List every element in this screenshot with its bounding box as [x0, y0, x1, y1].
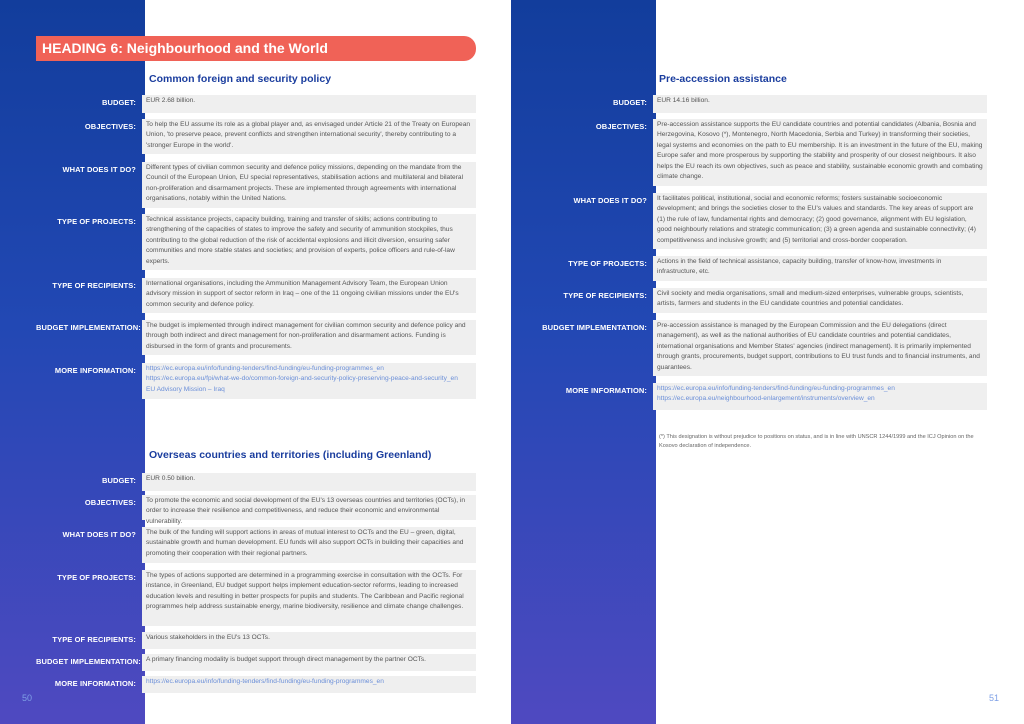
cfsp-projects-value: Technical assistance projects, capacity building, training and transfer of skills; actions contributing to strengthening of the capacities of states to improve the safety and security of ammunition stockpiles, thus contributing to the global reduction of the risk of accidental explosions and illicit diversion, ensuring safer communities and more stable states and societies; and provision of experts, police officers and rule-of-law experts. [142, 214, 476, 270]
section-title-octs: Overseas countries and territories (including Greenland) [149, 449, 432, 461]
octs-what-row [36, 527, 476, 563]
section-title-cfsp: Common foreign and security policy [149, 73, 332, 85]
objectives-label: OBJECTIVES: [84, 122, 136, 131]
pre-budget-row [541, 95, 987, 113]
pre-links [653, 383, 987, 410]
cfsp-what-value: Different types of civilian common security and defence policy missions, depending on the mandate from the Council of the European Union, EU special representatives, stabilisation actions and multilateral and bilateral non-proliferation and disarmament projects. These are implemented through agreements with international organisations, notably within the United Nations. [142, 162, 476, 208]
projects-label: TYPE OF PROJECTS: [57, 573, 136, 582]
implementation-label: BUDGET IMPLEMENTATION: [36, 323, 141, 332]
recipients-label: TYPE OF RECIPIENTS: [52, 635, 136, 644]
pre-recipients-value: Civil society and media organisations, small and medium-sized enterprises, vulnerable groups, scientists, artists, farmers and students in the EU candidate countries and potential candidates. [653, 288, 987, 313]
budget-label: BUDGET: [101, 98, 136, 107]
octs-links [142, 676, 476, 693]
budget-label: BUDGET: [612, 98, 647, 107]
pre-budget-value: EUR 14.16 billion. [653, 95, 987, 113]
octs-objectives-value: To promote the economic and social development of the EU's 13 overseas countries and territories (OCTs), in order to increase their resilience and competitiveness, and reduce their economic and environmental vulnerability. [142, 495, 476, 520]
cfsp-budget-row [36, 95, 476, 113]
cfsp-more-row [36, 363, 476, 399]
octs-recipients-value: Various stakeholders in the EU's 13 OCTs. [142, 632, 476, 649]
what-label: WHAT DOES IT DO? [62, 530, 136, 539]
section-title-preaccession: Pre-accession assistance [659, 73, 787, 85]
what-label: WHAT DOES IT DO? [62, 165, 136, 174]
pre-more-row [541, 383, 987, 410]
pre-what-row [541, 193, 987, 249]
octs-projects-row [36, 570, 476, 626]
recipients-label: TYPE OF RECIPIENTS: [52, 281, 136, 290]
octs-more-row [36, 676, 476, 693]
octs-projects-value: The types of actions supported are determined in a programming exercise in consultation with the OCTs. For instance, in Greenland, EU budget support helps implement education-sector reforms, leading to increased education levels and resulting in better prospects for pupils and students. The Caribbean and Pacific regional programmes help address sustainable energy, marine biodiversity, resilience and climate change challenges. [142, 570, 476, 626]
pre-link-enlargement[interactable]: https://ec.europa.eu/neighbourhood-enlargement/instruments/overview_en [657, 395, 875, 403]
octs-what-value: The bulk of the funding will support actions in areas of mutual interest to OCTs and the EU – green, digital, sustainable growth and human development. EU funds will also support OCTs in building their capacities and promoting their cooperation with their regional partners. [142, 527, 476, 563]
octs-budget-row [36, 473, 476, 491]
budget-label: BUDGET: [101, 476, 136, 485]
projects-label: TYPE OF PROJECTS: [57, 217, 136, 226]
octs-implementation-value: A primary financing modality is budget support through direct management by the partner OCTs. [142, 654, 476, 671]
cfsp-link-fpi[interactable]: https://ec.europa.eu/fpi/what-we-do/common-foreign-and-security-policy-preserving-peace-and-security_en [146, 375, 458, 383]
octs-objectives-row [36, 495, 476, 525]
cfsp-recipients-row [36, 278, 476, 313]
page-number-left: 50 [22, 693, 33, 703]
pre-implementation-value: Pre-accession assistance is managed by the European Commission and the EU delegations (direct management), as well as the national authorities of EU candidate countries and potential candidates, international organisations and Member States' agencies (indirect management). It is primarily implemented through grants, procurements, budget support, contributions to EU trust funds and to financial instruments, and guarantees. [653, 320, 987, 376]
cfsp-link-iraq-mission[interactable]: EU Advisory Mission – Iraq [146, 385, 225, 393]
implementation-label: BUDGET IMPLEMENTATION: [36, 657, 141, 666]
pre-projects-value: Actions in the field of technical assistance, capacity building, transfer of know-how, investments in infrastructure, etc. [653, 256, 987, 281]
cfsp-objectives-row [36, 119, 476, 154]
octs-implementation-row [36, 654, 476, 671]
pre-recipients-row [541, 288, 987, 313]
projects-label: TYPE OF PROJECTS: [568, 259, 647, 268]
footnote-kosovo: (*) This designation is without prejudice to positions on status, and is in line with UNSCR 1244/1999 and the ICJ Opinion on the Kosovo declaration of independence. [659, 434, 974, 449]
heading-banner: HEADING 6: Neighbourhood and the World [36, 36, 476, 61]
cfsp-implementation-row [36, 320, 476, 355]
objectives-label: OBJECTIVES: [595, 122, 647, 131]
cfsp-links [142, 363, 476, 399]
implementation-label: BUDGET IMPLEMENTATION: [542, 323, 647, 332]
more-label: MORE INFORMATION: [54, 366, 136, 375]
cfsp-projects-row [36, 214, 476, 270]
cfsp-recipients-value: International organisations, including the Ammunition Management Advisory Team, the European Union advisory mission in support of sector reform in Iraq – one of the 11 ongoing civilian missions under the EU's common security and defence policy. [142, 278, 476, 313]
cfsp-what-row [36, 162, 476, 208]
pre-objectives-row [541, 119, 987, 186]
cfsp-link-funding[interactable]: https://ec.europa.eu/info/funding-tenders/find-funding/eu-funding-programmes_en [146, 365, 384, 372]
page-number-right: 51 [989, 693, 1000, 703]
cfsp-budget-value: EUR 2.68 billion. [142, 95, 476, 113]
pre-link-funding[interactable]: https://ec.europa.eu/info/funding-tenders/find-funding/eu-funding-programmes_en [657, 385, 895, 392]
cfsp-implementation-value: The budget is implemented through indirect management for civilian common security and defence policy and through both indirect and direct management for non-proliferation and disarmament actions. Funding is disbursed in the form of grants and procurements. [142, 320, 476, 355]
recipients-label: TYPE OF RECIPIENTS: [563, 291, 647, 300]
objectives-label: OBJECTIVES: [84, 498, 136, 507]
more-label: MORE INFORMATION: [565, 386, 647, 395]
pre-what-value: It facilitates political, institutional, social and economic reforms; fosters sustainable socioeconomic development; and brings the societies closer to the EU's values and standards. The key areas of support are (1) the rule of law, fundamental rights and democracy; (2) good governance, alignment with EU legislation, good neighbourly relations and strategic communication; (3) a green agenda and sustainable connectivity; (4) competitiveness and inclusive growth; and (5) territorial and cross-border cooperation. [653, 193, 987, 249]
pre-projects-row [541, 256, 987, 281]
pre-implementation-row [541, 320, 987, 376]
more-label: MORE INFORMATION: [54, 679, 136, 688]
octs-budget-value: EUR 0.50 billion. [142, 473, 476, 491]
pre-objectives-value: Pre-accession assistance supports the EU candidate countries and potential candidates (Albania, Bosnia and Herzegovina, Kosovo (*), Montenegro, North Macedonia, Serbia and Turkey) in transforming their societies, legal systems and economies on the path to EU membership. It is an investment in the future of the EU, making Europe safer and more prosperous by supporting the stability and prosperity of our closest neighbours. It also helps the EU reach its own objectives, such as peace and stability, sustainable economic growth and combating climate change. [653, 119, 987, 186]
octs-recipients-row [36, 632, 476, 649]
octs-link-funding[interactable]: https://ec.europa.eu/info/funding-tenders/find-funding/eu-funding-programmes_en [146, 678, 384, 685]
cfsp-objectives-value: To help the EU assume its role as a global player and, as envisaged under Article 21 of the Treaty on European Union, 'to preserve peace, prevent conflicts and strengthen international security', thereby contributing to a 'stronger Europe in the world'. [142, 119, 476, 154]
what-label: WHAT DOES IT DO? [573, 196, 647, 205]
